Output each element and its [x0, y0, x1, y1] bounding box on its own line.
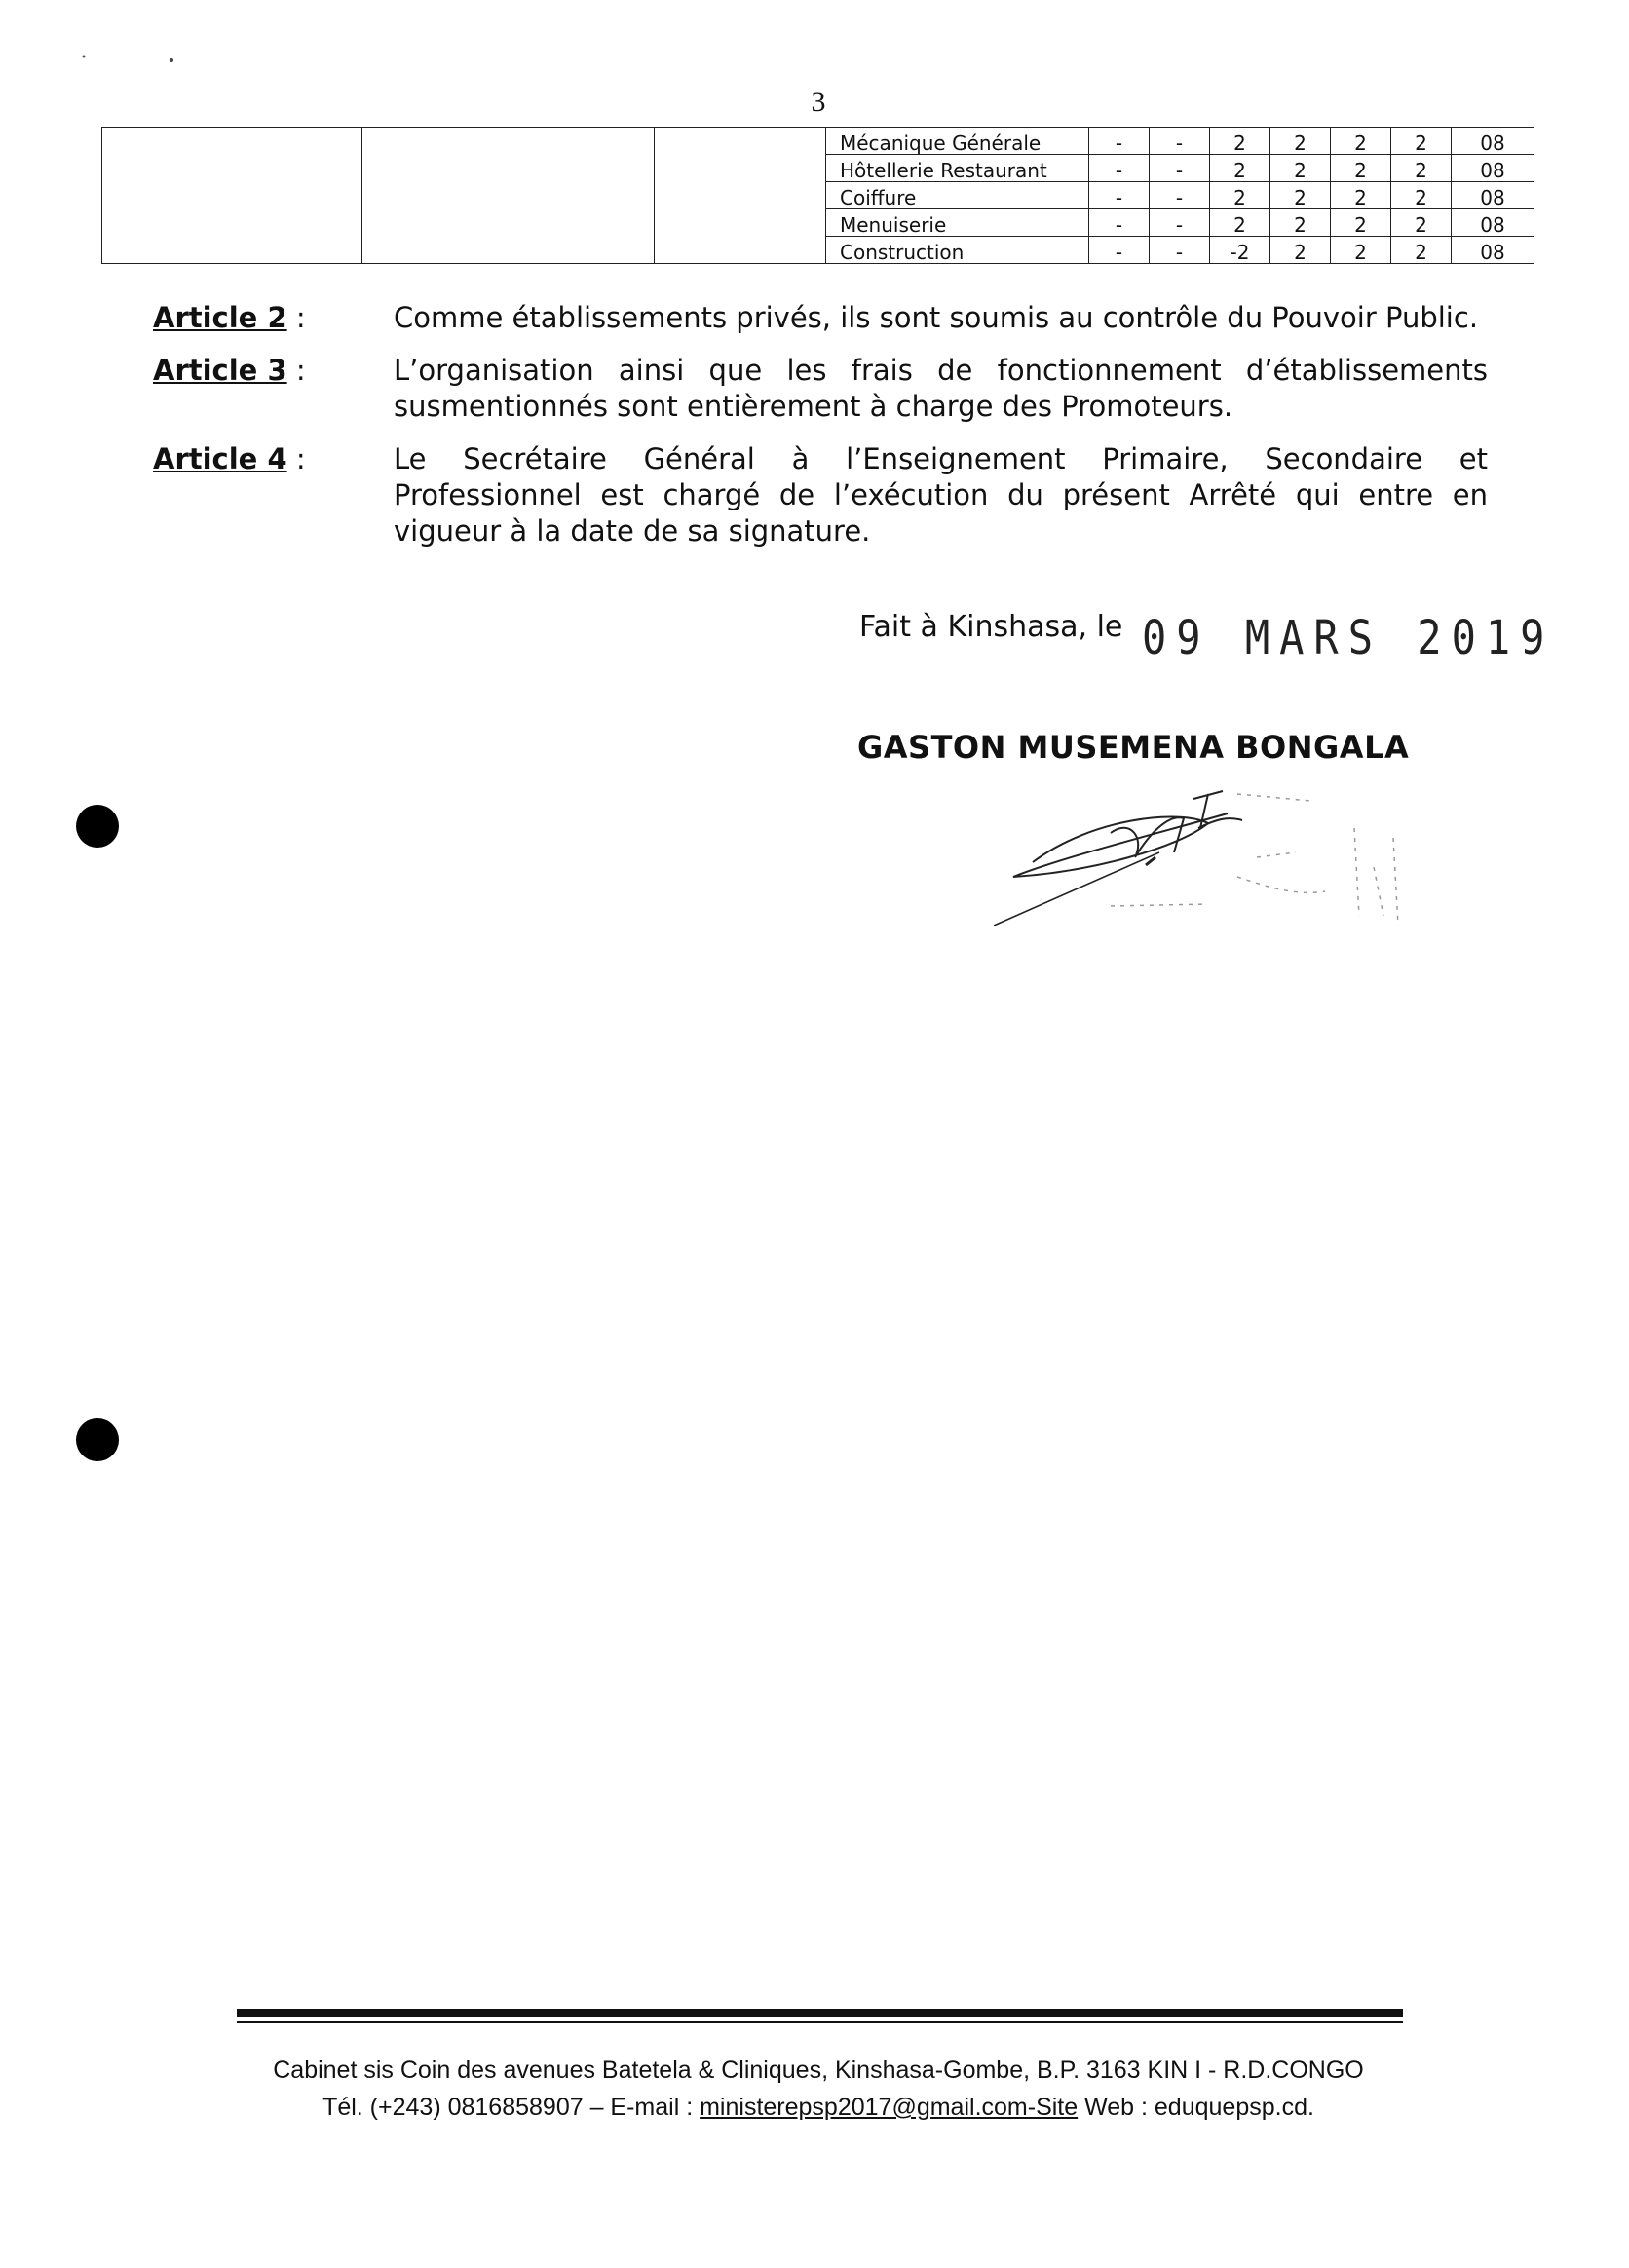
cell-c2: - — [1150, 182, 1210, 209]
table-cell-empty — [655, 128, 826, 264]
options-table — [101, 127, 1534, 264]
cell-c3: 2 — [1210, 155, 1270, 182]
cell-c5: 2 — [1331, 237, 1391, 264]
article-3 — [153, 353, 1488, 425]
cell-c6: 2 — [1391, 128, 1452, 155]
cell-c3: -2 — [1210, 237, 1270, 264]
cell-c4: 2 — [1270, 155, 1331, 182]
footer — [175, 2052, 1461, 2126]
cell-c5: 2 — [1331, 128, 1391, 155]
table-row — [102, 128, 1534, 155]
cell-c3: 2 — [1210, 128, 1270, 155]
table-body — [102, 128, 1534, 264]
cell-total: 08 — [1452, 128, 1534, 155]
cell-c6: 2 — [1391, 209, 1452, 237]
article-4-label: Article 4 : — [153, 442, 306, 475]
cell-option: Mécanique Générale — [826, 128, 1089, 155]
cell-option: Menuiserie — [826, 209, 1089, 237]
footer-rule — [237, 2009, 1403, 2017]
cell-c1: - — [1089, 182, 1150, 209]
cell-c1: - — [1089, 209, 1150, 237]
place-line: Fait à Kinshasa, le — [859, 610, 1123, 644]
article-2 — [153, 300, 1488, 336]
scan-specks — [0, 0, 195, 78]
footer-rule-thin — [237, 2021, 1403, 2023]
punch-hole-top — [76, 805, 119, 848]
cell-c2: - — [1150, 155, 1210, 182]
cell-c1: - — [1089, 237, 1150, 264]
cell-c6: 2 — [1391, 237, 1452, 264]
article-3-label: Article 3 : — [153, 354, 306, 387]
cell-c2: - — [1150, 237, 1210, 264]
footer-address: Cabinet sis Coin des avenues Batetela & Cliniques, Kinshasa-Gombe, B.P. 3163 KIN I - R.D.CONGO — [273, 2057, 1364, 2084]
cell-total: 08 — [1452, 209, 1534, 237]
cell-c2: - — [1150, 209, 1210, 237]
page-number: 3 — [811, 86, 826, 118]
article-2-label: Article 2 : — [153, 301, 306, 334]
cell-option: Hôtellerie Restaurant — [826, 155, 1089, 182]
cell-option: Construction — [826, 237, 1089, 264]
cell-c1: - — [1089, 155, 1150, 182]
cell-c1: - — [1089, 128, 1150, 155]
article-3-text: L’organisation ainsi que les frais de fonctionnement d’établissements susmentionnés sont entièrement à charge des Promoteurs. — [394, 354, 1488, 423]
cell-c6: 2 — [1391, 155, 1452, 182]
cell-total: 08 — [1452, 182, 1534, 209]
punch-hole-bottom — [76, 1418, 119, 1461]
cell-c2: - — [1150, 128, 1210, 155]
date-stamp: 09 MARS 2019 — [1142, 610, 1555, 665]
cell-c6: 2 — [1391, 182, 1452, 209]
footer-contact: Tél. (+243) 0816858907 – E-mail : ministerepsp2017@gmail.com-Site Web : eduquepsp.cd. — [322, 2094, 1314, 2121]
cell-c5: 2 — [1331, 182, 1391, 209]
cell-c4: 2 — [1270, 209, 1331, 237]
table-cell-empty — [102, 128, 362, 264]
signature-icon — [974, 779, 1422, 945]
cell-c3: 2 — [1210, 182, 1270, 209]
article-2-text: Comme établissements privés, ils sont soumis au contrôle du Pouvoir Public. — [394, 301, 1479, 334]
cell-total: 08 — [1452, 237, 1534, 264]
cell-c4: 2 — [1270, 182, 1331, 209]
cell-c4: 2 — [1270, 237, 1331, 264]
signer-name: GASTON MUSEMENA BONGALA — [857, 729, 1410, 766]
cell-c3: 2 — [1210, 209, 1270, 237]
footer-email: ministerepsp2017@gmail.com-Site — [700, 2094, 1079, 2121]
cell-c5: 2 — [1331, 155, 1391, 182]
table-cell-empty — [362, 128, 655, 264]
article-4 — [153, 441, 1488, 549]
cell-c5: 2 — [1331, 209, 1391, 237]
cell-option: Coiffure — [826, 182, 1089, 209]
cell-c4: 2 — [1270, 128, 1331, 155]
cell-total: 08 — [1452, 155, 1534, 182]
article-4-text: Le Secrétaire Général à l’Enseignement Primaire, Secondaire et Professionnel est chargé de l’exécution du présent Arrêté qui entre en vigueur à la date de sa signature. — [394, 442, 1488, 548]
